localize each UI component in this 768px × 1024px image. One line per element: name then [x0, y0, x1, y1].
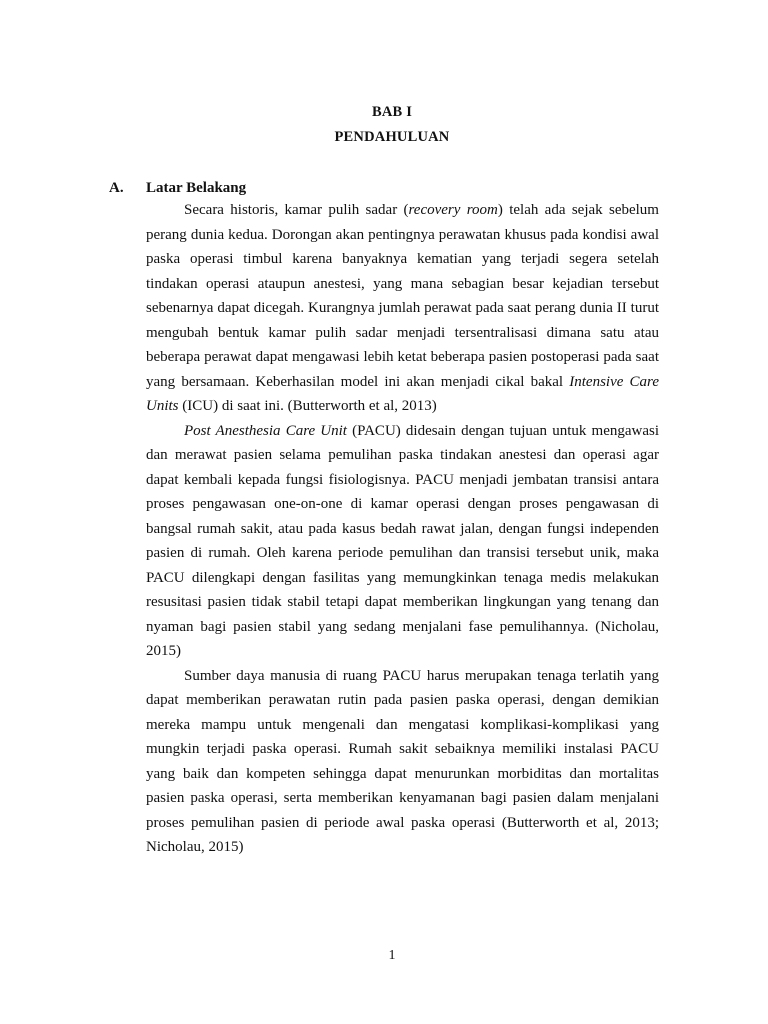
paragraph-text: Sumber daya manusia di ruang PACU harus merupakan tenaga terlatih yang dapat memberikan perawatan rutin pada pasien paska operasi, dengan demikian mereka mampu untuk mengenali dan mengatasi komplikasi-komplikasi yang mungkin terjadi paska operasi. Rumah sakit sebaiknya memiliki instalasi PACU yang baik dan kompeten sehingga dapat menurunkan morbiditas dan mortalitas pasien paska operasi, serta memberikan kenyamanan bagi pasien dalam menjalani proses pemulihan pasien di periode awal paska operasi (Butterworth et al, 2013; Nicholau, 2015) [146, 667, 659, 855]
italic-term: Post Anesthesia Care Unit [184, 422, 347, 439]
page-number: 1 [388, 948, 396, 963]
paragraph-text: (ICU) di saat ini. (Butterworth et al, 2013) [178, 398, 437, 414]
paragraph-text: ) telah ada sejak sebelum perang dunia kedua. Dorongan akan pentingnya perawatan khusus pada kondisi awal paska operasi timbul karena banyaknya kematian yang terjadi segera setelah tindakan operasi ataupun anestesi, yang mana sebagian besar kejadian tersebut sebenarnya dapat dicegah. Kurangnya jumlah perawat pada saat perang dunia II turut mengubah bentuk kamar pulih sadar menjadi tersentralisasi dimana satu atau beberapa perawat dapat mengawasi lebih ketat beberapa pasien postoperasi pada saat yang bersamaan. Keberhasilan model ini akan menjadi cikal bakal [146, 202, 659, 390]
paragraph-2 [146, 419, 659, 664]
paragraph-1 [146, 198, 659, 419]
chapter-number: BAB I [371, 104, 413, 120]
italic-term: Intensive Care Units [146, 373, 659, 414]
section-title: Latar Belakang [146, 180, 247, 196]
paragraph-3 [146, 664, 659, 860]
section-heading [109, 180, 246, 197]
paragraph-text: (PACU) didesain dengan tujuan untuk mengawasi dan merawat pasien selama pemulihan paska tindakan anestesi dan operasi agar dapat kembali kepada fungsi fisiologisnya. PACU menjadi jembatan transisi antara proses pengawasan one-on-one di kamar operasi dengan proses pengawasan di bangsal rumah sakit, atau pada kasus bedah rawat jalan, dengan fungsi independen pasien di rumah. Oleh karena periode pemulihan dan transisi tersebut unik, maka PACU dilengkapi dengan fasilitas yang memungkinkan tenaga medis melakukan resusitasi pasien tidak stabil tetapi dapat memberikan lingkungan yang tenang dan nyaman bagi pasien stabil yang sedang menjalani fase pemulihannya. (Nicholau, 2015) [146, 422, 659, 659]
section-letter: A. [109, 180, 124, 196]
body-text [146, 198, 659, 860]
chapter-title: PENDAHULUAN [334, 129, 450, 145]
paragraph-text: Secara historis, kamar pulih sadar ( [184, 202, 409, 218]
italic-term: recovery room [408, 202, 498, 218]
